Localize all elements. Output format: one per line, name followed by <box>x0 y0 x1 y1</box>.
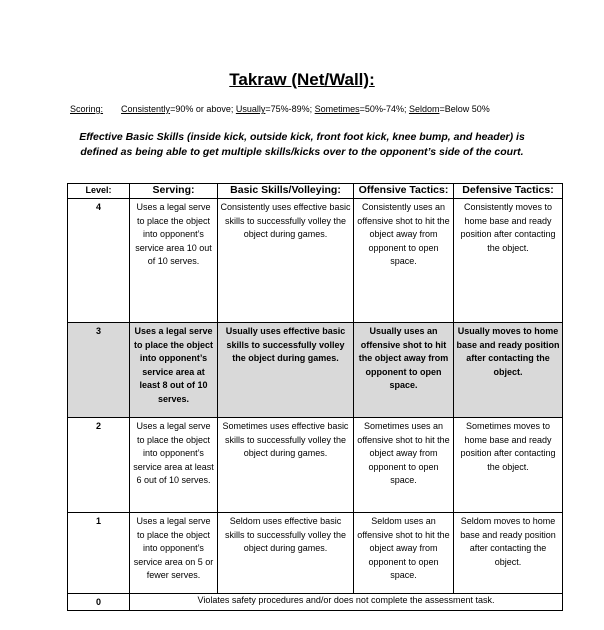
serving-cell: Uses a legal serve to place the object into opponent’s service area 10 out of 10 serves. <box>130 199 218 323</box>
header-row <box>68 184 563 199</box>
serving-cell: Uses a legal serve to place the object into opponent’s service area at least 8 out of 10 serves. <box>130 323 218 418</box>
header-serving: Serving: <box>130 184 218 199</box>
offensive-tactics-cell: Usually uses an offensive shot to hit the object away from opponent to open space. <box>354 323 454 418</box>
scoring-usually-term: Usually <box>235 104 266 114</box>
header-defensive-tactics: Defensive Tactics: <box>454 184 563 199</box>
effective-skills-definition: Effective Basic Skills (inside kick, outside kick, front foot kick, knee bump, and header) is defined as being able to get multiple skills/kicks over to the opponent’s side of the court. <box>79 131 525 158</box>
basic-skills-cell: Usually uses effective basic skills to successfully volley the object during games. <box>218 323 354 418</box>
scoring-legend <box>70 104 550 114</box>
scoring-sometimes-term: Sometimes <box>314 104 360 114</box>
scoring-consistently-value: =90% or above; <box>170 104 236 114</box>
scoring-seldom-term: Seldom <box>408 104 440 114</box>
serving-cell: Uses a legal serve to place the object into opponent’s service area at least 6 out of 10 serves. <box>130 418 218 513</box>
header-basic-skills: Basic Skills/Volleying: <box>218 184 354 199</box>
table-row <box>68 513 563 594</box>
scoring-seldom-value: =Below 50% <box>439 104 490 114</box>
level-cell: 0 <box>68 594 130 611</box>
offensive-tactics-cell: Seldom uses an offensive shot to hit the object away from opponent to open space. <box>354 513 454 594</box>
defensive-tactics-cell: Seldom moves to home base and ready position after contacting the object. <box>454 513 563 594</box>
level-cell: 1 <box>68 513 130 594</box>
table-row <box>68 323 563 418</box>
basic-skills-cell: Seldom uses effective basic skills to successfully volley the object during games. <box>218 513 354 594</box>
level-cell: 4 <box>68 199 130 323</box>
table-row <box>68 418 563 513</box>
basic-skills-cell: Sometimes uses effective basic skills to successfully volley the object during games. <box>218 418 354 513</box>
basic-skills-cell: Consistently uses effective basic skills to successfully volley the object during games. <box>218 199 354 323</box>
defensive-tactics-cell: Usually moves to home base and ready position after contacting the object. <box>454 323 563 418</box>
serving-cell: Uses a legal serve to place the object into opponent’s service area on 5 or fewer serves. <box>130 513 218 594</box>
scoring-consistently-term: Consistently <box>121 104 171 114</box>
defensive-tactics-cell: Sometimes moves to home base and ready position after contacting the object. <box>454 418 563 513</box>
zero-level-description: Violates safety procedures and/or does not complete the assessment task. <box>130 594 563 611</box>
level-cell: 3 <box>68 323 130 418</box>
level-cell: 2 <box>68 418 130 513</box>
table-row-zero <box>68 594 563 611</box>
rubric-table <box>67 183 563 611</box>
header-offensive-tactics: Offensive Tactics: <box>354 184 454 199</box>
scoring-label: Scoring: <box>70 104 104 114</box>
scoring-usually-value: =75%-89%; <box>265 104 315 114</box>
page-title: Takraw (Net/Wall): <box>229 70 375 89</box>
offensive-tactics-cell: Sometimes uses an offensive shot to hit the object away from opponent to open space. <box>354 418 454 513</box>
scoring-sometimes-value: =50%-74%; <box>359 104 409 114</box>
offensive-tactics-cell: Consistently uses an offensive shot to hit the object away from opponent to open space. <box>354 199 454 323</box>
table-row <box>68 199 563 323</box>
defensive-tactics-cell: Consistently moves to home base and ready position after contacting the object. <box>454 199 563 323</box>
header-level: Level: <box>68 184 130 199</box>
